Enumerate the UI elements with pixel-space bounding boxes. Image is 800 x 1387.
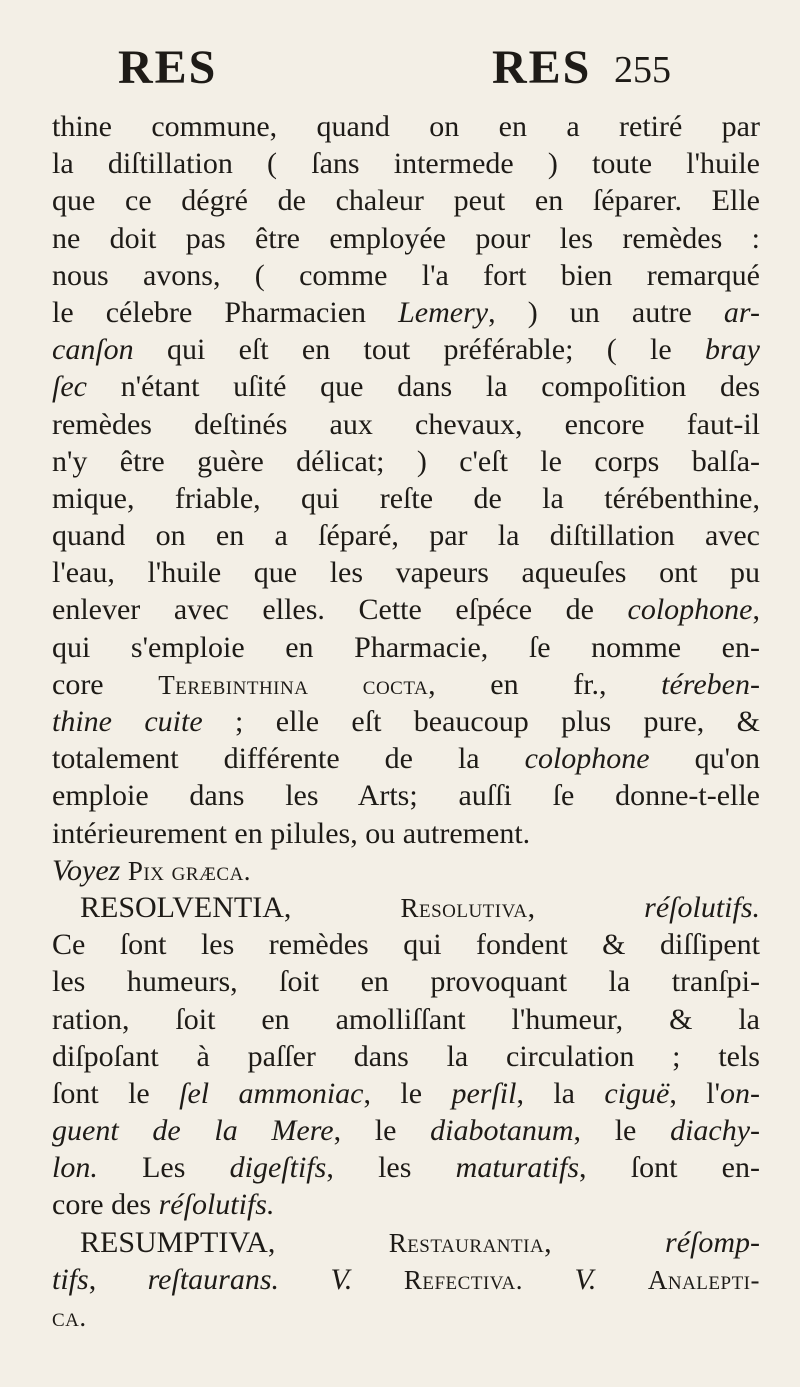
text-run: ration, ſoit en amolliſſant l'humeur, & la xyxy=(52,1002,760,1036)
text-run: on- xyxy=(720,1076,761,1110)
text-run: ne doit pas être employée pour les remèdes : xyxy=(52,221,760,255)
text-run: Resolutiva xyxy=(400,892,528,923)
text-run: Restaurantia xyxy=(388,1227,545,1258)
text-run: diabotanum xyxy=(430,1114,574,1148)
text-line xyxy=(52,294,760,331)
text-run: Les xyxy=(97,1151,230,1185)
right-running-head: RES xyxy=(492,41,592,94)
text-line xyxy=(52,331,760,368)
text-run xyxy=(120,854,128,887)
text-run: téreben- xyxy=(661,667,760,701)
text-run: emploie dans les Arts; auſſi ſe donne-t-elle xyxy=(52,779,760,813)
text-run: , xyxy=(752,593,760,627)
text-run: thine cuite xyxy=(52,705,203,738)
text-run: qui s'emploie en Pharmacie, ſe nomme en- xyxy=(52,630,760,664)
text-run xyxy=(596,1263,647,1296)
text-run: Analepti- xyxy=(647,1264,761,1295)
text-run: réſolutifs. xyxy=(158,1188,275,1222)
text-run: nous avons, ( comme l'a fort bien remarqué xyxy=(52,258,760,292)
text-run: intérieurement en pilules, ou autrement. xyxy=(52,816,531,850)
text-run: quand on en a ſéparé, par la diſtillation avec xyxy=(52,519,760,553)
text-run: thine commune, quand on en a retiré par xyxy=(52,110,760,143)
text-line xyxy=(52,1261,760,1298)
text-run: Ce ſont les remèdes qui fondent & diſſipent xyxy=(52,928,760,962)
text-line xyxy=(52,591,760,628)
text-run: , xyxy=(527,890,645,924)
text-run: , en fr., xyxy=(428,667,662,701)
text-run: diachy- xyxy=(670,1114,761,1148)
text-run xyxy=(352,1263,403,1296)
text-run: ar- xyxy=(723,295,760,329)
text-line xyxy=(52,517,760,554)
text-run: qui eſt en tout préférable; ( le xyxy=(133,333,705,367)
text-run: qu'on xyxy=(649,742,760,776)
text-line xyxy=(52,406,760,443)
text-run: mique, friable, qui reſte de la térébenthine, xyxy=(52,481,760,515)
text-line xyxy=(52,480,760,517)
text-run: reſtaurans. xyxy=(147,1262,280,1296)
text-run: réſomp- xyxy=(665,1225,761,1259)
text-run: Refectiva. xyxy=(403,1264,524,1295)
text-run: ſel ammoniac xyxy=(179,1076,364,1110)
text-run: ſec xyxy=(52,370,87,404)
text-run: , ſont en- xyxy=(579,1151,760,1185)
text-run: l'eau, l'huile que les vapeurs aqueuſes ont pu xyxy=(52,556,760,590)
left-running-head: RES xyxy=(118,41,218,94)
text-run: , les xyxy=(326,1151,456,1185)
text-run: n'y être guère délicat; ) c'eſt le corps balſa- xyxy=(52,444,760,478)
text-run: perſil xyxy=(451,1076,517,1110)
text-run: , xyxy=(88,1262,148,1296)
text-run: Pix græca. xyxy=(127,855,252,886)
text-run: , le xyxy=(573,1114,671,1148)
text-run: les humeurs, ſoit en provoquant la tranſpi- xyxy=(52,965,760,999)
text-line xyxy=(52,1112,760,1149)
text-run: , la xyxy=(516,1076,605,1110)
text-line xyxy=(52,182,760,219)
page-number: 255 xyxy=(614,49,671,91)
text-run: core xyxy=(52,667,159,701)
text-run: diſpoſant à paſſer dans la circulation ; tels xyxy=(52,1039,760,1073)
text-run: digeſtifs xyxy=(229,1151,327,1185)
text-run: colophone xyxy=(627,593,753,627)
text-run: RESUMPTIVA, xyxy=(80,1225,389,1259)
text-run: V. xyxy=(330,1262,353,1296)
text-line xyxy=(52,108,760,145)
text-line xyxy=(52,1038,760,1075)
text-run: Terebinthina cocta xyxy=(158,669,429,700)
text-line xyxy=(52,740,760,777)
text-line xyxy=(52,926,760,963)
text-line xyxy=(52,703,760,740)
text-line xyxy=(52,145,760,182)
text-line xyxy=(52,963,760,1000)
text-line xyxy=(52,1149,760,1186)
text-run: n'étant uſité que dans la compoſition des xyxy=(86,370,760,404)
text-run: , ) un autre xyxy=(488,295,724,329)
text-line xyxy=(52,1001,760,1038)
text-run: lon. xyxy=(52,1151,98,1185)
text-run: , le xyxy=(333,1114,431,1148)
text-line xyxy=(52,1186,760,1223)
text-run: core des xyxy=(52,1188,159,1222)
text-line xyxy=(52,815,760,852)
text-line xyxy=(52,629,760,666)
text-run: ſont le xyxy=(52,1076,180,1110)
text-body xyxy=(52,108,760,1335)
text-line xyxy=(52,554,760,591)
text-run: canſon xyxy=(52,333,134,367)
text-run: , l' xyxy=(669,1076,721,1110)
text-run: le célebre Pharmacien xyxy=(52,295,399,329)
text-line xyxy=(52,443,760,480)
text-line xyxy=(52,666,760,703)
text-line xyxy=(52,368,760,405)
text-run: colophone xyxy=(524,742,650,776)
text-run: maturatifs xyxy=(455,1151,580,1185)
text-run xyxy=(279,1263,330,1296)
text-run: RESOLVENTIA, xyxy=(80,890,401,924)
text-line xyxy=(52,257,760,294)
text-line xyxy=(52,1075,760,1112)
text-line xyxy=(52,889,760,926)
text-run: guent de la Mere xyxy=(52,1114,334,1148)
text-run: ca. xyxy=(52,1302,87,1332)
text-run: tifs xyxy=(52,1262,89,1296)
text-line xyxy=(52,220,760,257)
text-run: que ce dégré de chaleur peut en ſéparer. Elle xyxy=(52,184,760,218)
running-header xyxy=(118,40,671,100)
text-run: , le xyxy=(363,1076,452,1110)
text-run xyxy=(523,1263,574,1296)
text-run: bray xyxy=(705,333,760,367)
text-run: totalement différente de la xyxy=(52,742,525,776)
text-run: Lemery xyxy=(398,295,489,329)
text-run: Voyez xyxy=(52,853,121,887)
text-line xyxy=(52,1224,760,1261)
text-run: enlever avec elles. Cette eſpéce de xyxy=(52,593,628,627)
text-line xyxy=(52,777,760,814)
text-line xyxy=(52,852,760,889)
text-run: remèdes deſtinés aux chevaux, encore faut-il xyxy=(52,407,760,441)
text-run: la diſtillation ( ſans intermede ) toute l'huile xyxy=(52,147,760,181)
text-run: , xyxy=(544,1225,666,1259)
text-run: ; elle eſt beaucoup plus pure, & xyxy=(202,705,761,738)
text-run: ciguë xyxy=(604,1076,670,1110)
text-run: V. xyxy=(574,1262,597,1296)
text-line xyxy=(52,1298,760,1335)
text-run: réſolutifs. xyxy=(644,890,760,924)
